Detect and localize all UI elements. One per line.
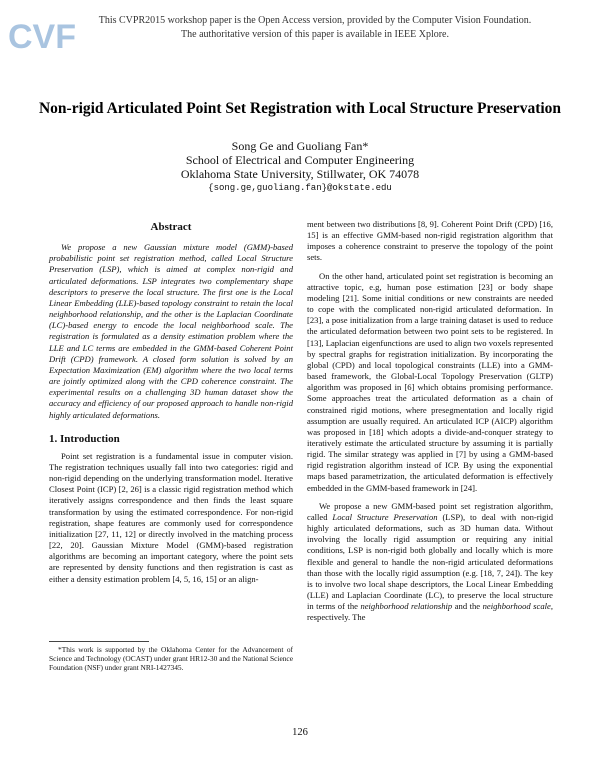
term-neighborhood-scale: neighborhood scale bbox=[482, 601, 551, 612]
banner-line-1: This CVPR2015 workshop paper is the Open Access version, provided by the Computer Vision Foundation. bbox=[98, 15, 532, 26]
page-number: 126 bbox=[292, 727, 308, 738]
footnote-divider bbox=[49, 641, 149, 642]
term-lsp: Local Structure Preservation bbox=[332, 511, 438, 522]
abstract-heading: Abstract bbox=[150, 221, 192, 233]
author-block bbox=[0, 139, 600, 195]
paragraph-continuation: ment between two distributions [8, 9]. Coherent Point Drift (CPD) [16, 15] is an effective GMM-based non-rigid registration algorithm that imposes a coherence constraint to preserve the topology of the point sets. bbox=[307, 219, 553, 263]
affiliation: School of Electrical and Computer Engineering bbox=[185, 153, 415, 167]
paper-title: Non-rigid Articulated Point Set Registration with Local Structure Preservation bbox=[38, 100, 562, 117]
banner-line-2: The authoritative version of this paper is available in IEEE Xplore. bbox=[181, 29, 449, 40]
introduction-heading: 1. Introduction bbox=[49, 432, 120, 445]
footnote: *This work is supported by the Oklahoma Center for the Advancement of Science and Technology (OCAST) under grant HR12-30 and the National Science Foundation (NSF) under grant NRI-1427345. bbox=[49, 645, 293, 672]
introduction-paragraph-1: Point set registration is a fundamental issue in computer vision. The registration techniques usually fall into two categories: rigid and non-rigid depending on the underlying transformation model. Iterative Closest Point (ICP) [2, 26] is a classic rigid registration method which iteratively assigns correspondence and then finds the least square transformation by using the estimated correspondence. For non-rigid registration, shape features are commonly used for correspondence initialization [27, 11, 12] or directly involved in the matching process [22, 20]. Gaussian Mixture Model (GMM)-based registration algorithms are becoming an important category, where the point sets are represented by density functions and then registration is cast as either a density estimation problem [4, 5, 16, 15] or an align- bbox=[49, 450, 293, 584]
paragraph-proposal: We propose a new GMM-based point set registration algorithm, called Local Structure Preservation (LSP), to deal with non-rigid highly articulated deformations, such as 3D human data. Without involving the locally rigid assumption or requiring any initial conditions, LSP is non-rigid both globally and locally which is more flexible and general to handle the non-rigid articulated deformations than those with the locally rigid assumption (e.g. [18, 7, 24]). The key is to involve two local shape descriptors, the Local Linear Embedding (LLE) and Laplacian Coordinate (LC), to preserve the local structure in terms of the neighborhood relationship and the neighborhood scale, respectively. The bbox=[307, 500, 553, 623]
abstract-text: We propose a new Gaussian mixture model (GMM)-based probabilistic point set registration method, called Local Structure Preservation (LSP), which is aimed at complex non-rigid and articulated deformations. LSP integrates two complementary shape descriptors to preserve the local structure. The first one is the Local Linear Embedding (LLE)-based topology constraint to retain the local neighborhood relationship, and the other is the Laplacian Coordinate (LC)-based energy to encode the local neighborhood scale. The registration is formulated as a density estimation problem where the LLE and LC terms are embedded in the GMM-based Coherent Point Drift (CPD) framework. A closed form solution is solved by an Expectation Maximization (EM) algorithm where the two local terms are jointly optimized along with the CPD coherence constraint. The experimental results on a challenging 3D human dataset show the accuracy and efficiency of our proposed approach to handle non-rigid highly articulated deformations. bbox=[49, 242, 293, 420]
cvf-logo bbox=[6, 12, 76, 56]
term-neighborhood-relationship: neighborhood relationship bbox=[360, 601, 453, 612]
cvf-logo-text: CVF bbox=[8, 18, 76, 56]
open-access-banner bbox=[80, 14, 550, 42]
email: {song.ge,guoliang.fan}@okstate.edu bbox=[208, 183, 392, 193]
address: Oklahoma State University, Stillwater, OK 74078 bbox=[180, 167, 420, 181]
paragraph-articulated: On the other hand, articulated point set registration is becoming an attractive topic, e.g, human pose estimation [23] or body shape modeling [21]. Some initial conditions or new constraints are needed to cope with the complicated non-rigid articulated deformation. In [23], a pose initialization from a large training dataset is used to reduce the articulated deformation between two point sets to be registered. In [13], Laplacian eigenfunctions are used to align two voxels represented by spectral graphs for registration initialization. By incorporating the global (CPD) and local topological constraints (LLE) into a GMM-based framework, the Global-Local Topology Preservation (GLTP) algorithm was proposed in [6] which obtains promising performance. Some approaches treat the articulated deformation as a chain of constrained rigid motions, where presegmentation and locally rigid assumption are usually required. An articulated ICP (AICP) algorithm was proposed in [18] which adopts a divide-and-conquer strategy to iteratively estimate the articulated structure by assuming it is partially rigid. The similar strategy was applied in [7] by using a GMM-based rigid registration algorithm instead of ICP. By using the exponential maps based parametrization, the articulated deformation is effectively embedded in the GMM-based framework in [24]. bbox=[307, 270, 553, 493]
right-column bbox=[307, 219, 553, 623]
left-column bbox=[49, 222, 293, 585]
author-names: Song Ge and Guoliang Fan* bbox=[231, 139, 369, 153]
